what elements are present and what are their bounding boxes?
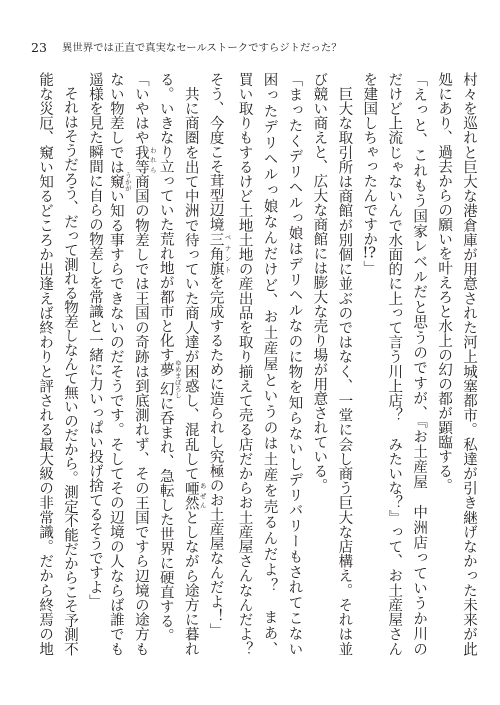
ruby-base: 唖然 [182,480,199,511]
page-header [0,0,500,60]
text-run: ない物差しでは [107,72,124,175]
line-text [361,72,377,275]
text-run: を完成するために造られし究極のお土産屋なんだよ！」 [207,275,224,638]
line-text [182,72,207,657]
text-run: 困ったデリヘルっ娘なんだけど、お土産屋というのは土産を売るんだよ？ まあ、 [261,72,278,658]
text-line [257,72,282,656]
ruby-base: 窺 [107,171,124,192]
page-number: 23 [31,40,47,55]
text-line [306,72,331,656]
text-run: 買い取りもするけど土地土地の産出品を取り揃えて売る店だからお土産屋さんなんだよ？ [236,72,253,657]
text-line [207,72,232,656]
text-run: い知る事すらできないのだそうです。そしてその辺境の人ならば誰でも [107,188,124,657]
text-run: 「えっと、これもう国家レベルだと思うのですが、『お土産屋 中洲店っていうか川の [411,72,428,657]
text-run: 遥様を見た瞬間に自らの物差しを常識と一緒に力いっぱい投げ捨てるそうですよ」 [86,72,103,609]
text-run: 巨大な取引所は商館が別個に並ぶのではなく、一堂に会し商う巨大な店構え。それは並 [336,72,353,657]
text-line [356,72,381,656]
text-run: 「いやはや [132,72,149,146]
text-run: だけど上流じゃないんで水面的に上って言う川上店？ みたいな？』って、お土産屋さん [386,72,403,657]
line-text [311,72,327,493]
text-line [232,72,257,656]
ruby-text: ペナント [223,231,232,275]
text-line [57,72,82,656]
line-text [132,72,157,657]
ruby-annotated-word [157,359,182,399]
text-run: 処にあり、過去からの願いを叶えろと水上の幻の都が顕臨する。 [436,72,453,493]
ruby-text: あぜん [198,480,207,511]
text-line [282,72,307,656]
body-text [32,72,481,656]
text-line [431,72,456,656]
ruby-base: 夢幻 [157,359,174,399]
line-text [461,72,477,656]
text-line [331,72,356,656]
line-text [87,72,103,609]
upright-punctuation: !? [362,246,377,261]
text-run: 村々を巡れと巨大な港倉庫が用意された河上城塞都市。私達が引き継げなかった未来が此 [461,72,477,657]
ruby-annotated-word [132,145,157,175]
text-line [381,72,406,656]
text-run: び競い商えと、広大な商館には膨大な売り場が用意されている。 [311,72,328,493]
text-line [456,72,481,656]
text-run: に呑まれ、急転した世界に硬直する。 [157,396,174,643]
line-text [62,72,78,656]
ruby-base: 我等 [132,145,149,175]
text-run: 共に商圏を出て中洲で待っていた商人達が困惑し、混乱して [182,72,199,481]
text-run: そう、今度こそ茸型辺境 [207,72,224,232]
ruby-base: 三角旗 [207,231,224,275]
line-text [386,72,402,656]
ruby-annotated-word [182,480,207,511]
line-text [336,72,352,656]
text-line [406,72,431,656]
text-run: る。いきなり立っていた荒れ地が都市と化す [157,72,174,362]
line-text [207,72,232,638]
ruby-text: ゆめまぼろし [173,359,182,399]
ruby-text: うかが [123,171,132,192]
text-run: を建国しちゃったんですか [361,72,378,246]
text-run: としながら途方に暮れ [182,510,199,657]
text-run: 商国の物差しでは王国の奇跡は到底測れず、その王国ですら辺境の途方も [132,174,149,657]
ruby-annotated-word [207,231,232,276]
line-text [411,72,427,657]
running-title: 異世界では正直で真実なセールストークですらジトだった？ [62,42,342,54]
ruby-text: われら [148,145,157,175]
text-run: 能な災厄、窺い知るどころか出逢えば終わりと評される最大級の非常識。だから終焉の地 [37,72,54,657]
line-text [237,72,253,656]
line-text [37,72,53,656]
line-text [157,72,182,643]
ruby-annotated-word [107,171,132,192]
text-run: それはそうだろう、だって測れる物差しなんて無いのだから。測定不能だからこそ予測不 [62,72,78,656]
text-run: 「まったくデリヘルっ娘はデリヘルなのに物を知らないしデリバリーもされてこない [286,72,303,657]
line-text [262,72,278,657]
line-text [436,72,452,493]
line-text [286,72,302,657]
line-text [107,72,132,657]
text-run: 」 [361,260,378,275]
text-line [32,72,57,656]
